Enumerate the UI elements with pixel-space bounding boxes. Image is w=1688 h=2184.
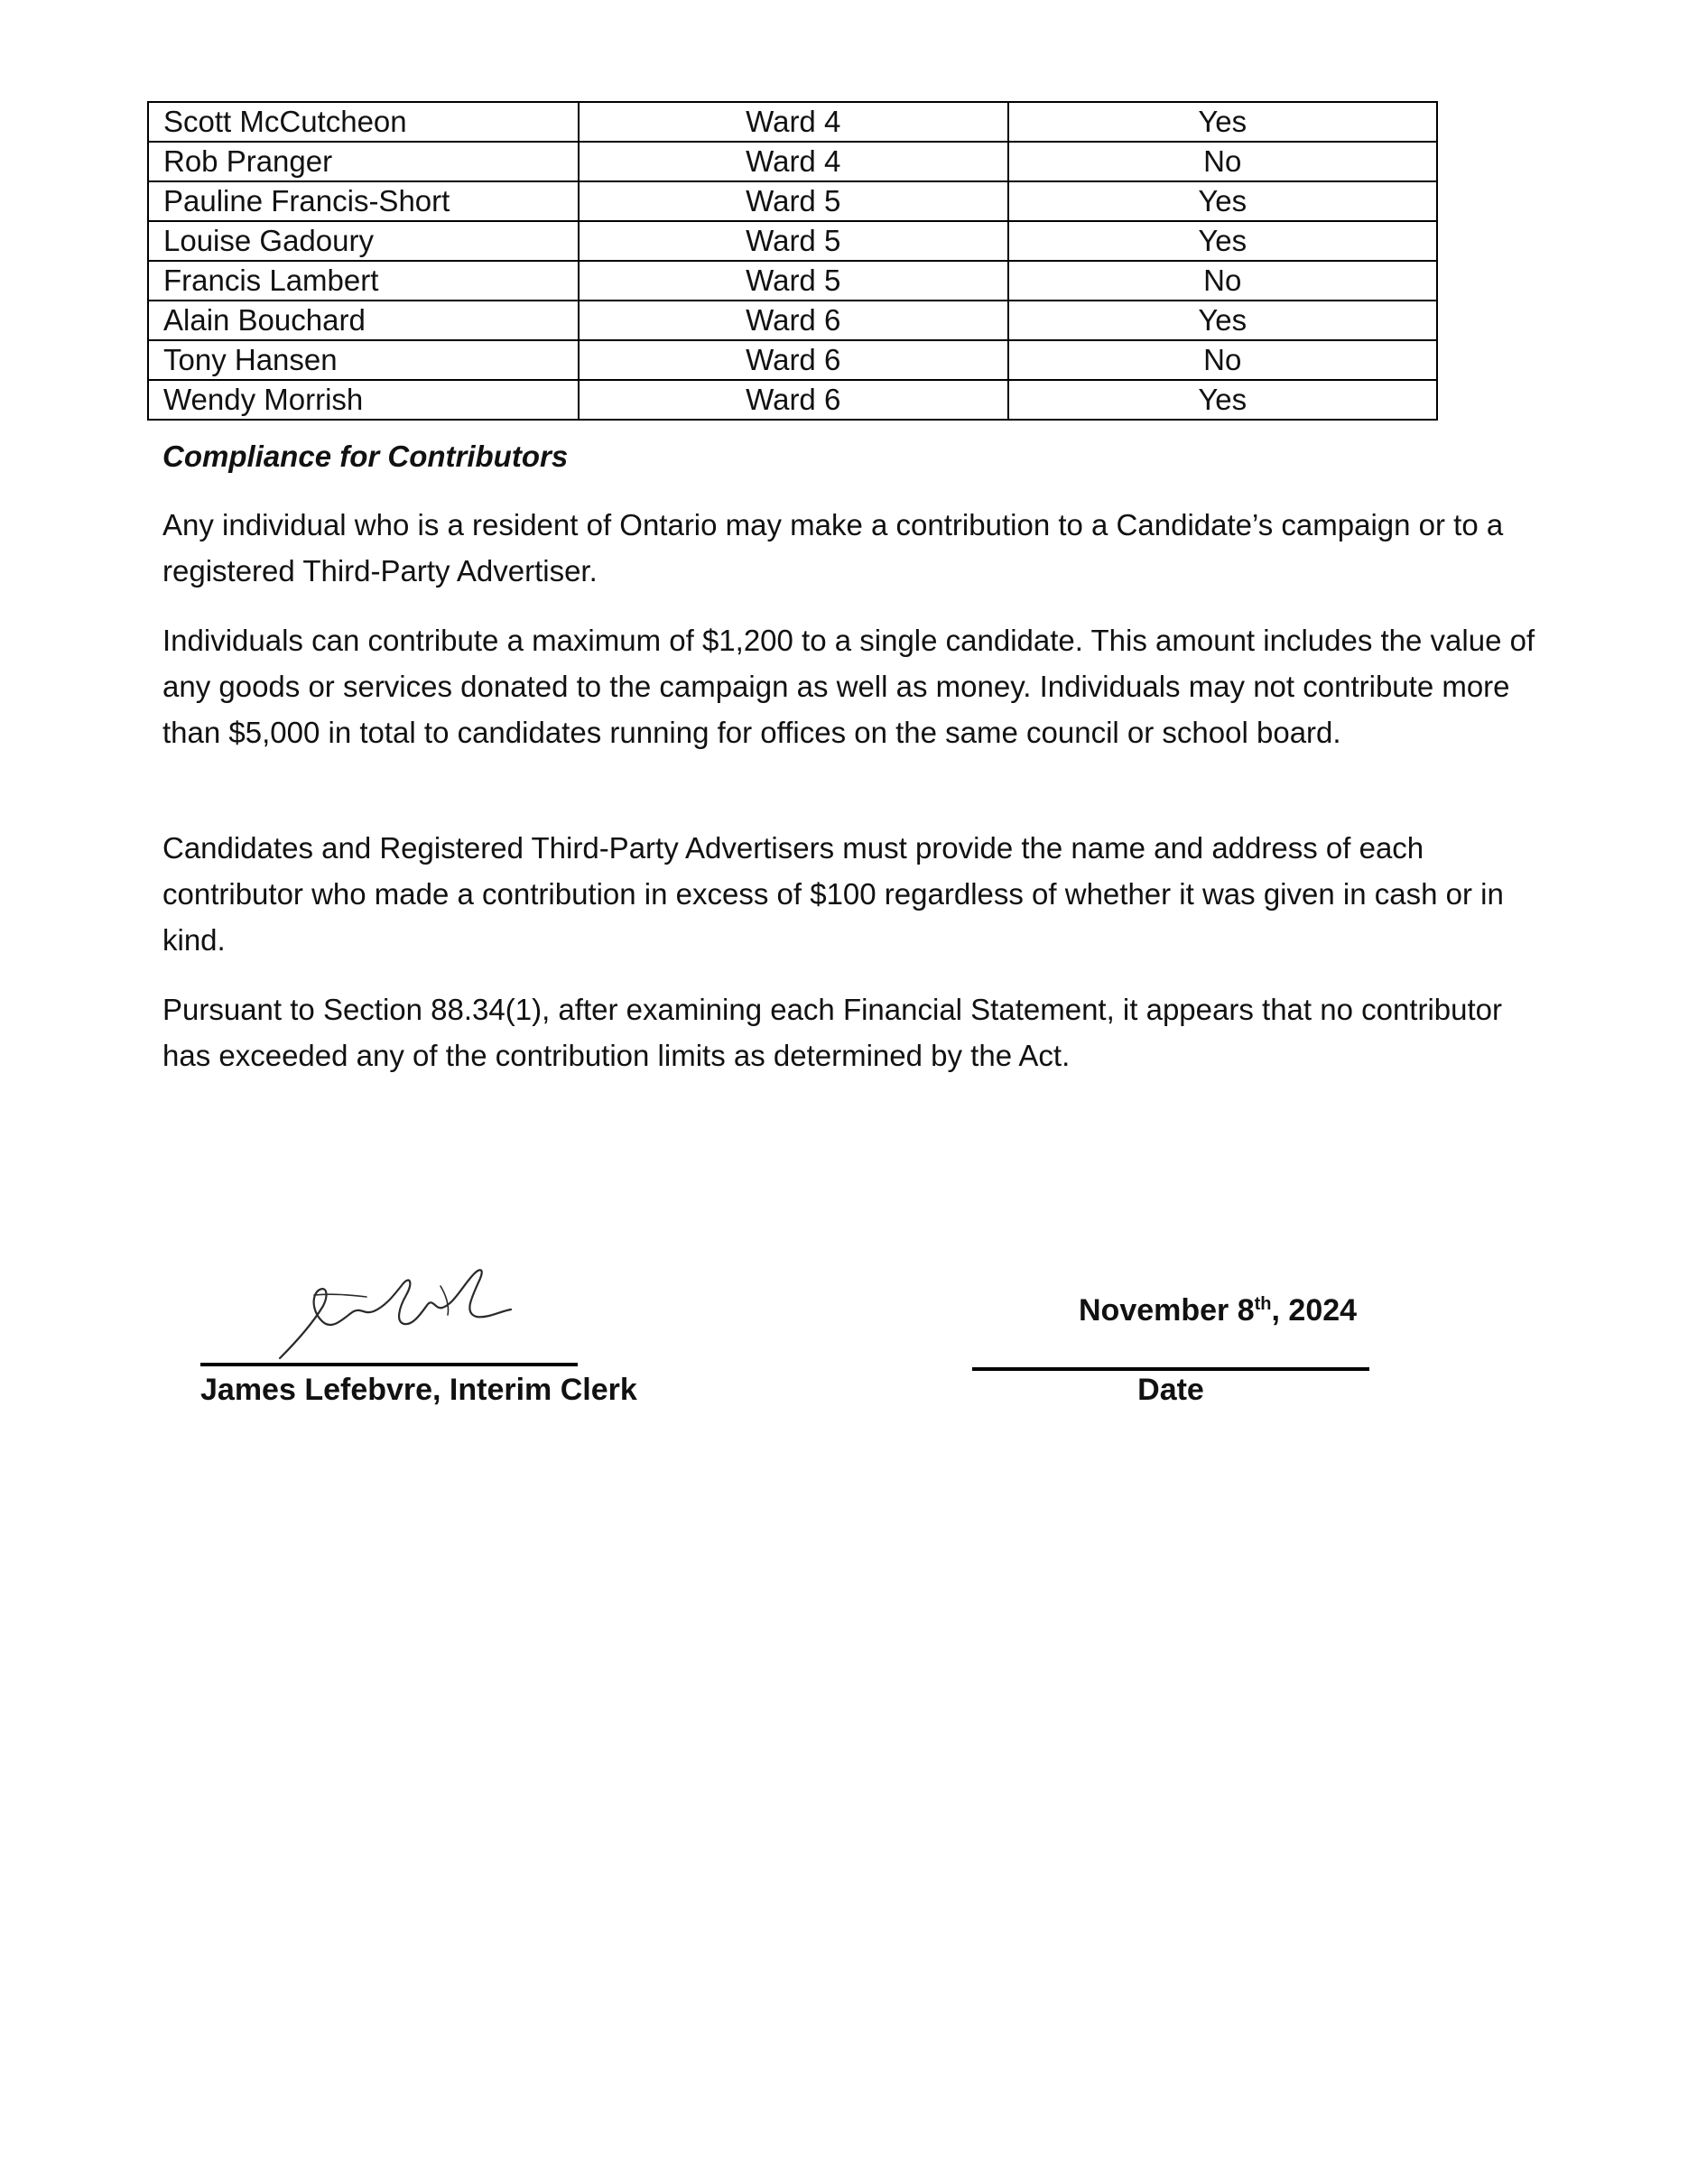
- clerk-signature-line: [200, 1363, 578, 1366]
- section-heading: Compliance for Contributors: [162, 440, 569, 473]
- signed-date: [1079, 1292, 1357, 1328]
- paragraph-contributor-disclosure: Candidates and Registered Third-Party Advertisers must provide the name and address of each contributor who made a contribution in excess of $100 regardless of whether it was given in cash or in kind.: [162, 831, 1504, 957]
- signed-date-year: , 2024: [1271, 1293, 1358, 1328]
- ward-cell: Ward 5: [579, 261, 1008, 301]
- ward-cell: Ward 4: [579, 142, 1008, 181]
- candidate-name-cell: Wendy Morrish: [148, 380, 579, 420]
- results-table-body: [148, 102, 1437, 420]
- paragraph-contribution-limits: Individuals can contribute a maximum of $1,200 to a single candidate. This amount includes the value of any goods or services donated to the campaign as well as money. Individuals may not contribute more than $5,000 in total to candidates running for offices on the same council or school board.: [162, 624, 1535, 749]
- answer-cell: No: [1008, 261, 1438, 301]
- answer-cell: Yes: [1008, 301, 1438, 340]
- paragraph-compliance-finding: Pursuant to Section 88.34(1), after examining each Financial Statement, it appears that no contributor has exceeded any of the contribution limits as determined by the Act.: [162, 993, 1503, 1072]
- table-row: [148, 261, 1437, 301]
- table-row: [148, 142, 1437, 181]
- candidate-name-cell: Tony Hansen: [148, 340, 579, 380]
- table-row: [148, 102, 1437, 142]
- table-row: [148, 340, 1437, 380]
- candidate-name-cell: Rob Pranger: [148, 142, 579, 181]
- paragraph-resident-contributions: Any individual who is a resident of Ontario may make a contribution to a Candidate’s campaign or to a registered Third-Party Advertiser.: [162, 508, 1504, 588]
- signed-date-ordinal-suffix: th: [1254, 1294, 1272, 1314]
- answer-cell: Yes: [1008, 380, 1438, 420]
- ward-cell: Ward 6: [579, 380, 1008, 420]
- answer-cell: Yes: [1008, 221, 1438, 261]
- results-table: [147, 101, 1438, 421]
- answer-cell: No: [1008, 340, 1438, 380]
- answer-cell: No: [1008, 142, 1438, 181]
- candidate-name-cell: Louise Gadoury: [148, 221, 579, 261]
- ward-cell: Ward 4: [579, 102, 1008, 142]
- ward-cell: Ward 6: [579, 301, 1008, 340]
- date-signature-line: [972, 1367, 1369, 1371]
- answer-cell: Yes: [1008, 102, 1438, 142]
- table-row: [148, 301, 1437, 340]
- candidate-name-cell: Pauline Francis-Short: [148, 181, 579, 221]
- table-row: [148, 221, 1437, 261]
- ward-cell: Ward 5: [579, 221, 1008, 261]
- candidate-name-cell: Francis Lambert: [148, 261, 579, 301]
- candidate-name-cell: Scott McCutcheon: [148, 102, 579, 142]
- candidate-name-cell: Alain Bouchard: [148, 301, 579, 340]
- clerk-name-label: James Lefebvre, Interim Clerk: [200, 1373, 637, 1407]
- ward-cell: Ward 5: [579, 181, 1008, 221]
- table-row: [148, 380, 1437, 420]
- date-label: Date: [1137, 1373, 1204, 1407]
- ward-cell: Ward 6: [579, 340, 1008, 380]
- signed-date-month-day: November 8: [1079, 1293, 1255, 1328]
- answer-cell: Yes: [1008, 181, 1438, 221]
- handwritten-signature: [260, 1259, 531, 1367]
- table-row: [148, 181, 1437, 221]
